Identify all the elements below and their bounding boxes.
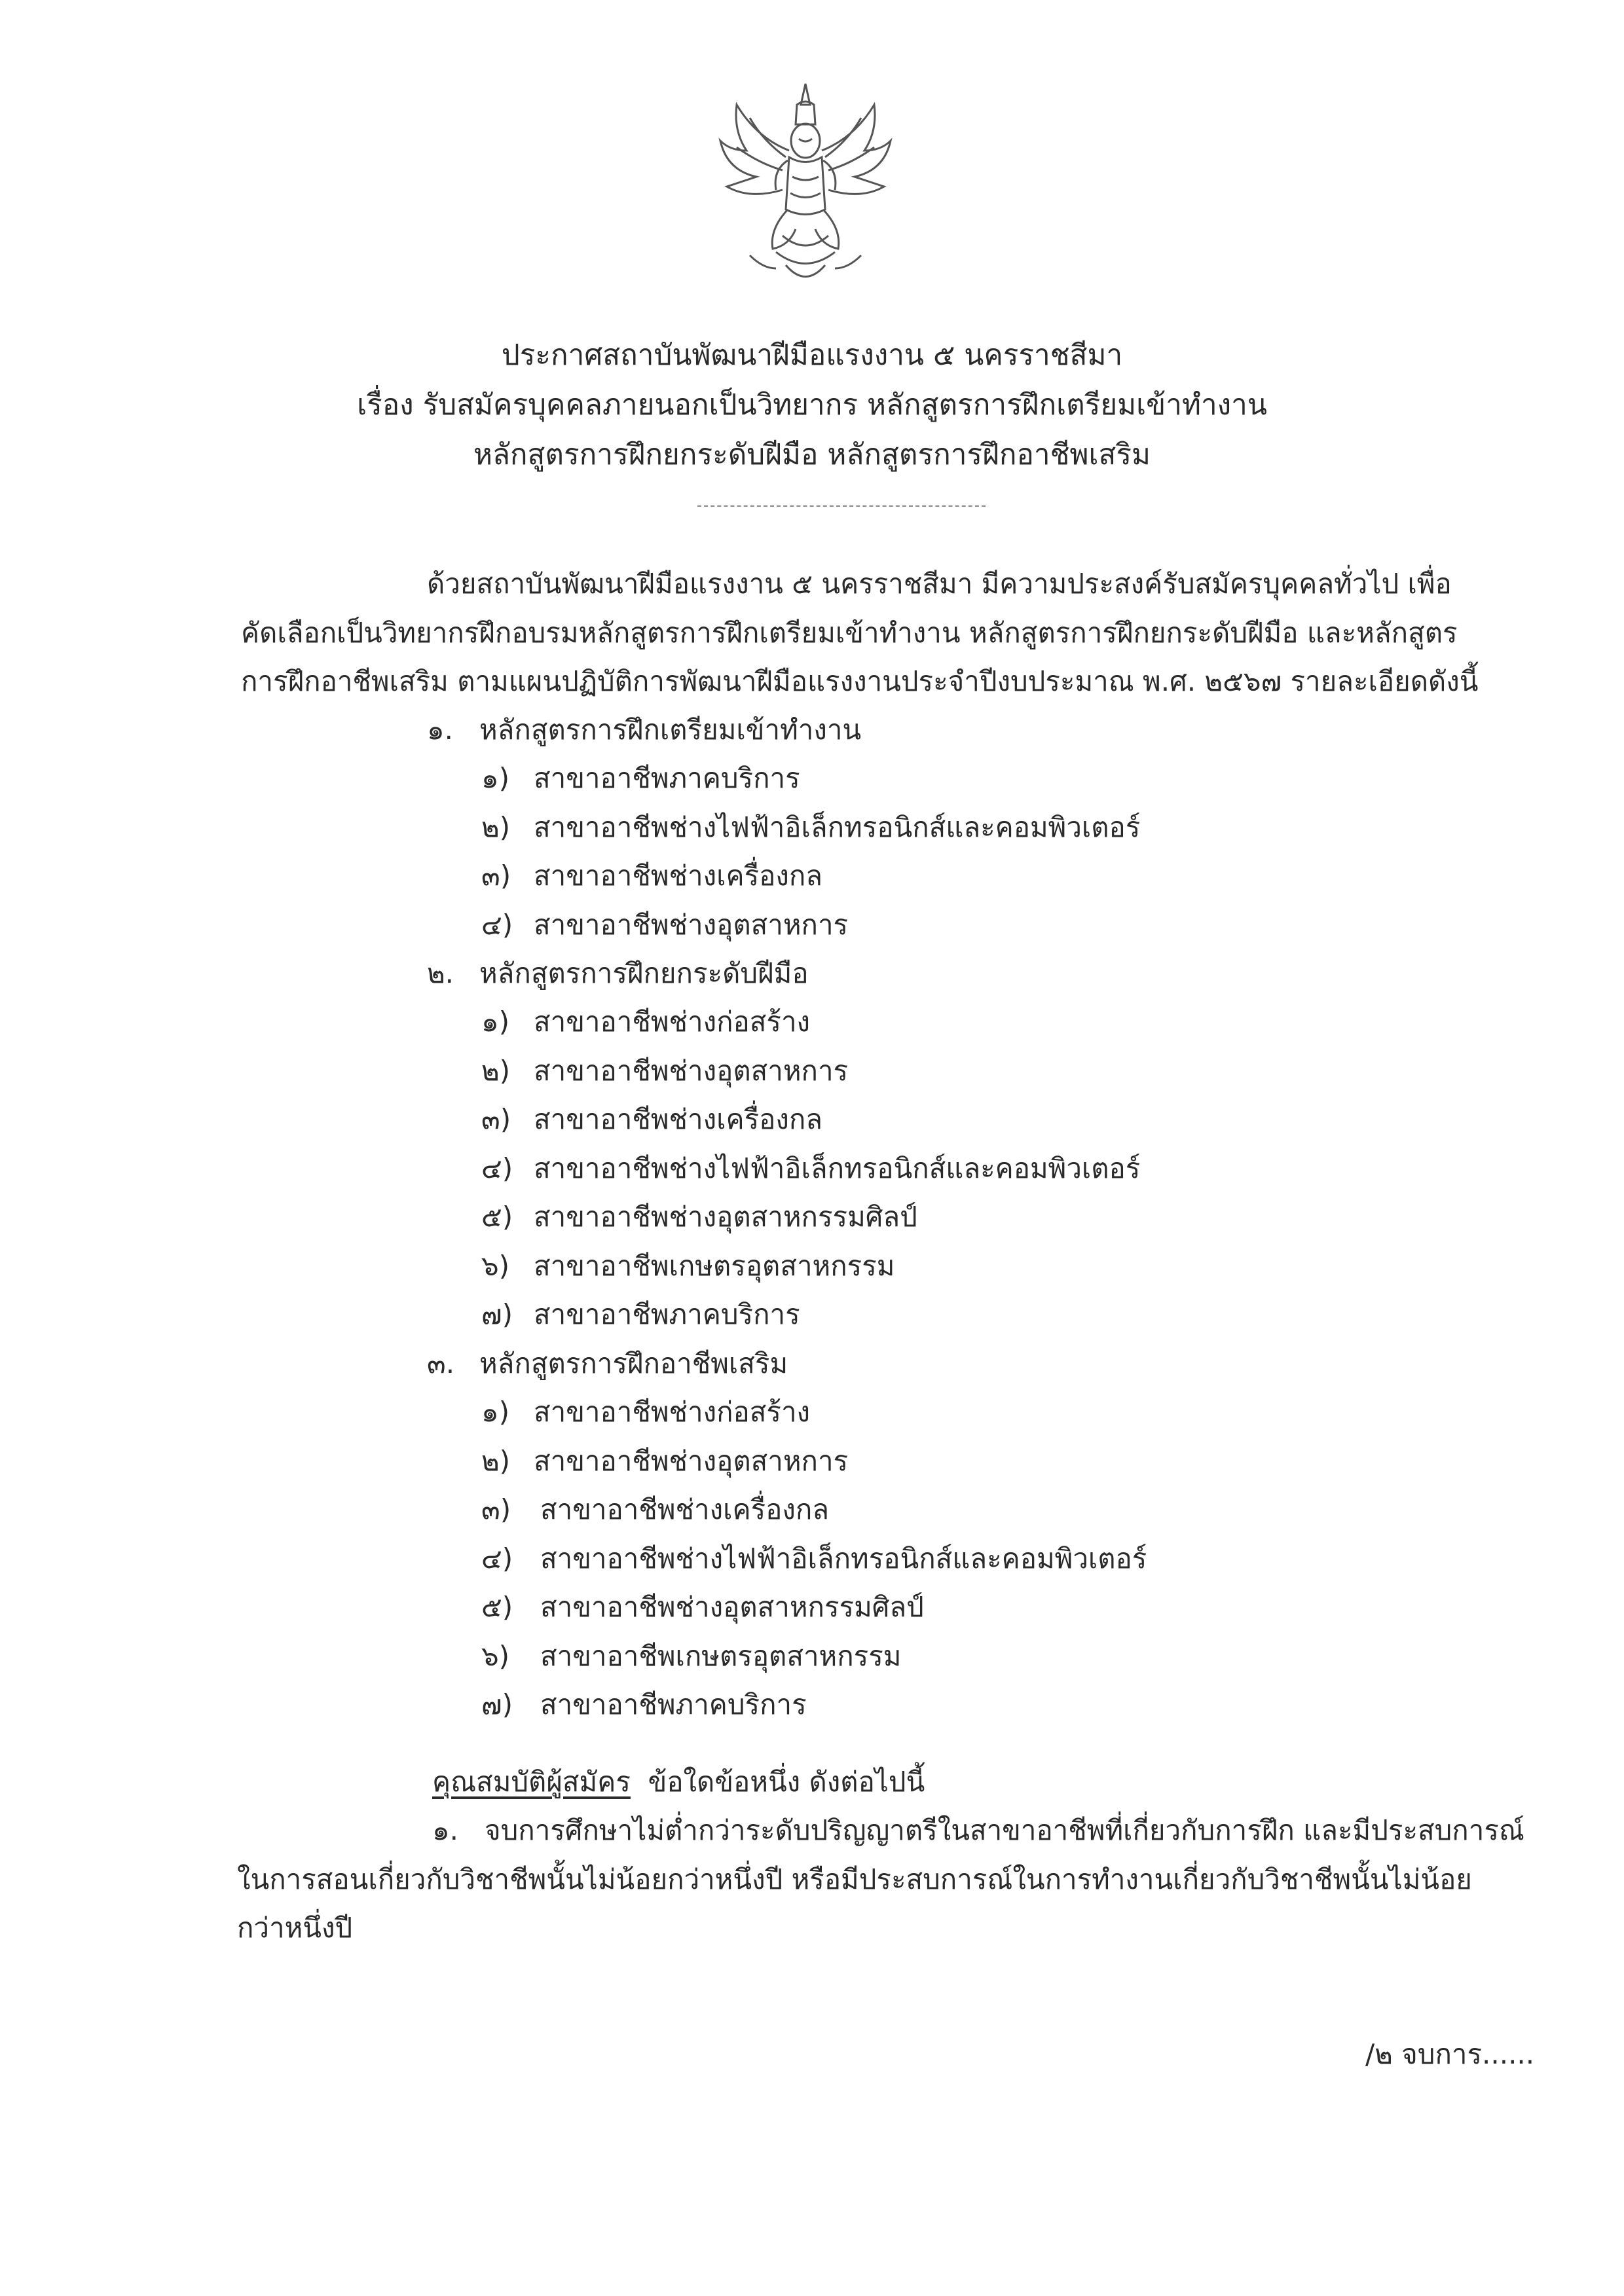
- course-2-title: [427, 954, 809, 993]
- list-item: ๒) สาขาอาชีพช่างอุตสาหการ: [481, 1445, 849, 1477]
- list-item: ๒) สาขาอาชีพช่างอุตสาหการ: [481, 1055, 849, 1087]
- qualification-1-line-2: ในการสอนเกี่ยวกับวิชาชีพนั้นไม่น้อยกว่าหนึ่งปี หรือมีประสบการณ์ในการทำงานเกี่ยวกับวิชาชีพนั้นไม่น้อย: [237, 1863, 1472, 1895]
- qualifications-heading: คุณสมบัติผู้สมัคร: [432, 1766, 631, 1798]
- course-1-title: [427, 710, 861, 750]
- course-3-title: [427, 1344, 788, 1383]
- heading-divider: [697, 505, 986, 507]
- list-item: ๔) สาขาอาชีพช่างไฟฟ้าอิเล็กทรอนิกส์และคอมพิวเตอร์: [481, 1152, 1141, 1184]
- list-item: ๗) สาขาอาชีพภาคบริการ: [481, 1688, 807, 1721]
- list-item: ๗) สาขาอาชีพภาคบริการ: [481, 1298, 800, 1330]
- qualification-1-line-1: ๑. จบการศึกษาไม่ต่ำกว่าระดับปริญญาตรีในสาขาอาชีพที่เกี่ยวกับการฝึก และมีประสบการณ์: [432, 1814, 1524, 1846]
- list-item: ๓) สาขาอาชีพช่างเครื่องกล: [481, 860, 823, 892]
- announcement-heading: [0, 331, 1624, 480]
- list-item: ๑) สาขาอาชีพช่างก่อสร้าง: [481, 1396, 811, 1428]
- intro-line-2: คัดเลือกเป็นวิทยากรฝึกอบรมหลักสูตรการฝึกเตรียมเข้าทำงาน หลักสูตรการฝึกยกระดับฝีมือ และหลักสูตร: [241, 617, 1458, 649]
- garuda-emblem-icon: [710, 79, 900, 295]
- course-title: หลักสูตรการฝึกอาชีพเสริม: [479, 1347, 788, 1379]
- next-page-reference: /๒ จบการ......: [1365, 2038, 1535, 2070]
- heading-title: ประกาศสถาบันพัฒนาฝีมือแรงงาน ๕ นครราชสีมา: [501, 338, 1123, 372]
- course-title: หลักสูตรการฝึกเตรียมเข้าทำงาน: [479, 714, 862, 746]
- heading-subject-cont: หลักสูตรการฝึกยกระดับฝีมือ หลักสูตรการฝึกอาชีพเสริม: [473, 438, 1151, 471]
- list-item: ๑) สาขาอาชีพช่างก่อสร้าง: [481, 1006, 811, 1038]
- intro-line-1: ด้วยสถาบันพัฒนาฝีมือแรงงาน ๕ นครราชสีมา มีความประสงค์รับสมัครบุคคลทั่วไป เพื่อ: [427, 568, 1452, 600]
- course-title: หลักสูตรการฝึกยกระดับฝีมือ: [479, 957, 809, 989]
- list-item: ๖) สาขาอาชีพเกษตรอุตสาหกรรม: [481, 1640, 902, 1672]
- list-item: ๔) สาขาอาชีพช่างอุตสาหการ: [481, 909, 849, 941]
- list-item: ๓) สาขาอาชีพช่างเครื่องกล: [481, 1493, 830, 1525]
- course-num: ๑.: [427, 714, 454, 746]
- list-item: ๓) สาขาอาชีพช่างเครื่องกล: [481, 1103, 823, 1135]
- qualifications-heading-suffix: ข้อใดข้อหนึ่ง ดังต่อไปนี้: [648, 1766, 925, 1798]
- heading-subject: เรื่อง รับสมัครบุคคลภายนอกเป็นวิทยากร หลักสูตรการฝึกเตรียมเข้าทำงาน: [357, 388, 1267, 422]
- course-num: ๒.: [427, 957, 454, 989]
- qualification-1-line-3: กว่าหนึ่งปี: [237, 1912, 353, 1944]
- qualifications-heading-line: [432, 1762, 925, 1802]
- list-item: ๕) สาขาอาชีพช่างอุตสาหกรรมศิลป์: [481, 1591, 924, 1623]
- list-item: ๕) สาขาอาชีพช่างอุตสาหกรรมศิลป์: [481, 1201, 917, 1233]
- list-item: ๑) สาขาอาชีพภาคบริการ: [481, 762, 800, 794]
- list-item: ๖) สาขาอาชีพเกษตรอุตสาหกรรม: [481, 1250, 895, 1282]
- intro-line-3: การฝึกอาชีพเสริม ตามแผนปฏิบัติการพัฒนาฝีมือแรงงานประจำปีงบประมาณ พ.ศ. ๒๕๖๗ รายละเอียดดังนี้: [241, 665, 1479, 697]
- list-item: ๔) สาขาอาชีพช่างไฟฟ้าอิเล็กทรอนิกส์และคอมพิวเตอร์: [481, 1542, 1147, 1575]
- course-num: ๓.: [427, 1347, 455, 1379]
- list-item: ๒) สาขาอาชีพช่างไฟฟ้าอิเล็กทรอนิกส์และคอมพิวเตอร์: [481, 811, 1141, 843]
